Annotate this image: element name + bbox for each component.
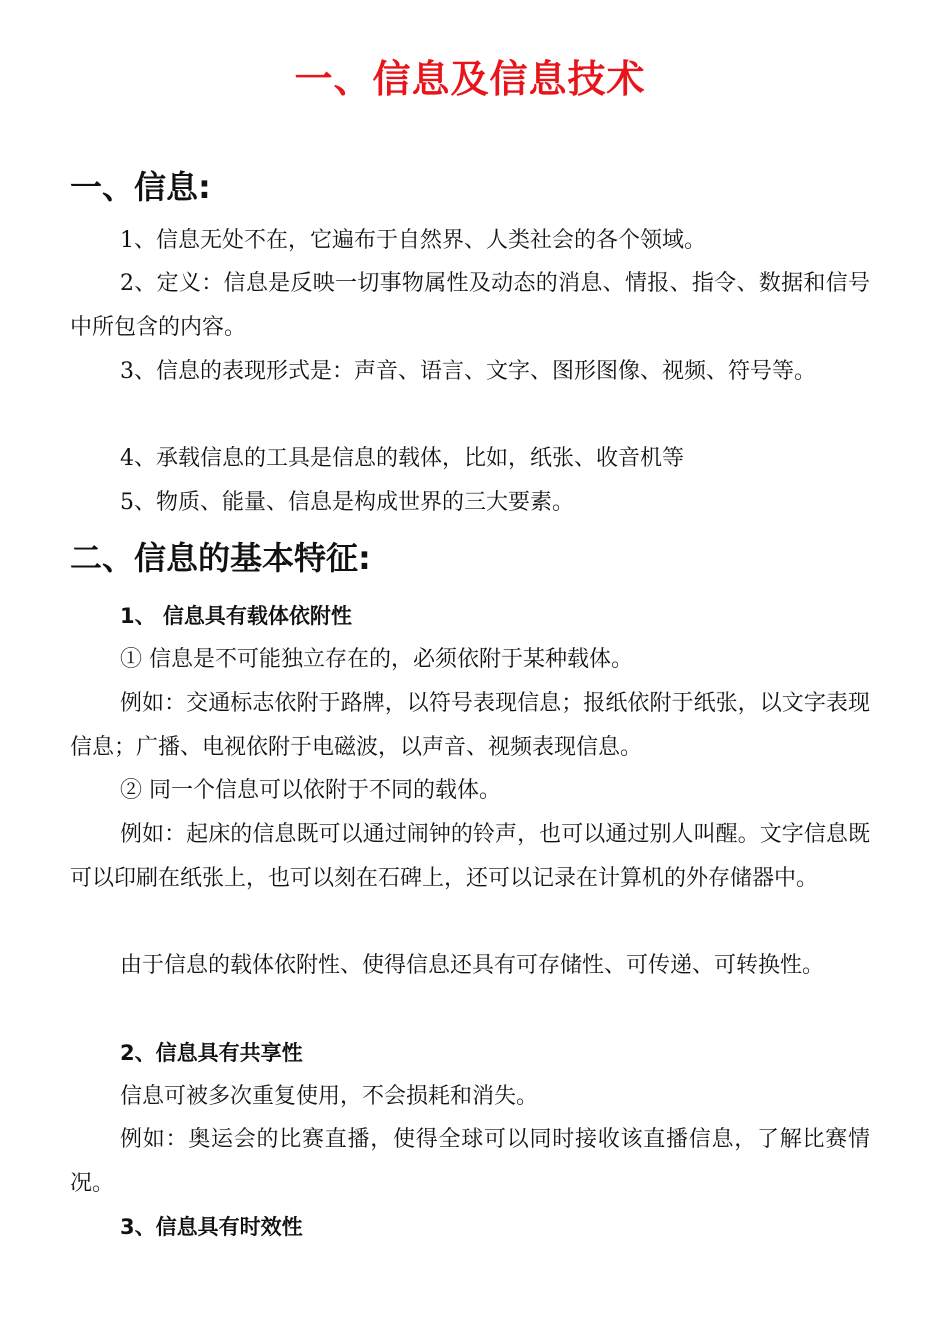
paragraph-sharing-1: 信息可被多次重复使用，不会损耗和消失。: [120, 1084, 539, 1109]
paragraph-sharing-example: 例如：奥运会的比赛直播，使得全球可以同时接收该直播信息，了解比赛情况。: [70, 1127, 870, 1196]
document-title: 一、信息及信息技术: [294, 57, 646, 101]
paragraph-carrier-example-1: 例如：交通标志依附于路牌，以符号表现信息；报纸依附于纸张，以文字表现信息；广播、电视依附于电磁波，以声音、视频表现信息。: [70, 691, 870, 760]
paragraph-item-2: 2、定义：信息是反映一切事物属性及动态的消息、情报、指令、数据和信号中所包含的内容。: [70, 271, 870, 340]
paragraph-carrier-summary: 由于信息的载体依附性、使得信息还具有可存储性、可传递、可转换性。: [120, 953, 825, 978]
paragraph-carrier-1: ① 信息是不可能独立存在的，必须依附于某种载体。: [120, 647, 633, 672]
paragraph-item-1: 1、信息无处不在，它遍布于自然界、人类社会的各个领域。: [120, 228, 706, 253]
paragraph-item-3: 3、信息的表现形式是：声音、语言、文字、图形图像、视频、符号等。: [120, 359, 816, 384]
subheading-carrier: 1、 信息具有载体依附性: [120, 604, 352, 628]
subheading-sharing: 2、信息具有共享性: [120, 1041, 303, 1065]
subheading-timeliness: 3、信息具有时效性: [120, 1215, 303, 1239]
section-heading-info: 一、信息:: [70, 168, 211, 206]
section-heading-features: 二、信息的基本特征:: [70, 539, 371, 577]
paragraph-item-4: 4、承载信息的工具是信息的载体，比如，纸张、收音机等: [120, 446, 684, 471]
paragraph-carrier-example-2: 例如：起床的信息既可以通过闹钟的铃声，也可以通过别人叫醒。文字信息既可以印刷在纸张上，也可以刻在石碑上，还可以记录在计算机的外存储器中。: [70, 822, 870, 891]
paragraph-carrier-2: ② 同一个信息可以依附于不同的载体。: [120, 778, 501, 803]
paragraph-item-5: 5、物质、能量、信息是构成世界的三大要素。: [120, 490, 574, 515]
